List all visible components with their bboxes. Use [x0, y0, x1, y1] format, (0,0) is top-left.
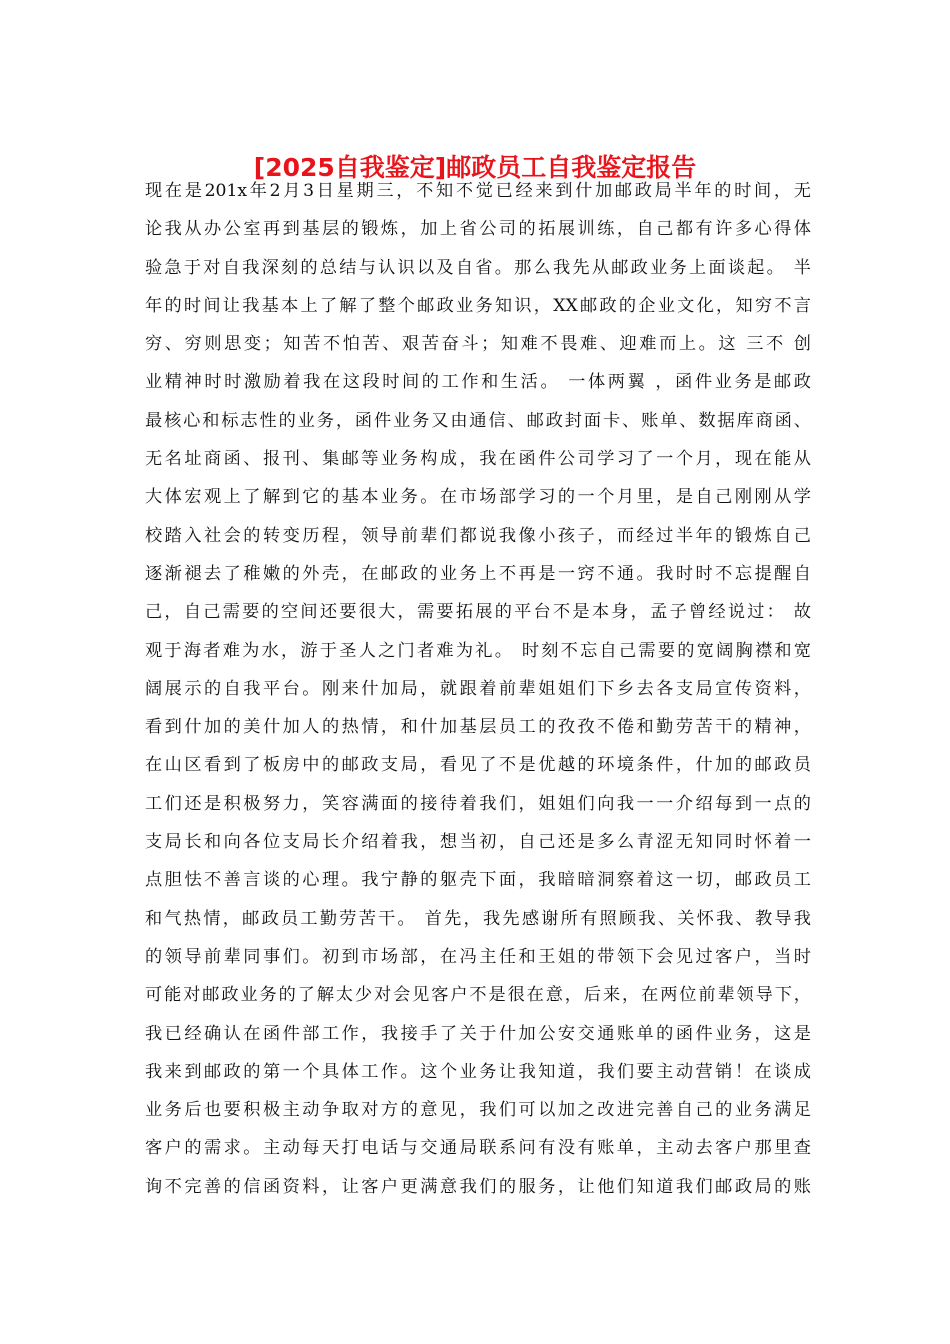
- body-line: 我已经确认在函件部工作，我接手了关于什加公安交通账单的函件业务，这是: [145, 1023, 811, 1044]
- body-line: 最核心和标志性的业务，函件业务又由通信、邮政封面卡、账单、数据库商函、: [145, 410, 811, 431]
- document-title: [2025自我鉴定]邮政员工自我鉴定报告: [253, 153, 697, 182]
- body-line: 的领导前辈同事们。初到市场部，在冯主任和王姐的带领下会见过客户，当时: [145, 946, 811, 967]
- body-line: 现在是201x年2月3日星期三，不知不觉已经来到什加邮政局半年的时间，无: [145, 181, 811, 201]
- body-line: 询不完善的信函资料，让客户更满意我们的服务，让他们知道我们邮政局的账: [145, 1176, 811, 1197]
- body-line: 大体宏观上了解到它的基本业务。在市场部学习的一个月里，是自己刚刚从学: [145, 487, 811, 508]
- body-line: 客户的需求。主动每天打电话与交通局联系问有没有账单，主动去客户那里查: [145, 1138, 811, 1159]
- body-line: 校踏入社会的转变历程，领导前辈们都说我像小孩子，而经过半年的锻炼自己: [145, 525, 811, 546]
- body-line: 支局长和向各位支局长介绍着我，想当初，自己还是多么青涩无知同时怀着一: [145, 832, 811, 853]
- body-line: 年的时间让我基本上了解了整个邮政业务知识，XX邮政的企业文化，知穷不言: [145, 295, 811, 316]
- document-body: [145, 172, 811, 1206]
- body-line: 我来到邮政的第一个具体工作。这个业务让我知道，我们要主动营销！在谈成: [145, 1061, 811, 1082]
- body-line: 逐渐褪去了稚嫩的外壳，在邮政的业务上不再是一窍不通。我时时不忘提醒自: [145, 563, 811, 584]
- body-line: 己，自己需要的空间还要很大，需要拓展的平台不是本身，孟子曾经说过： 故: [145, 602, 811, 623]
- body-line: 可能对邮政业务的了解太少对会见客户不是很在意，后来，在两位前辈领导下，: [145, 985, 811, 1006]
- body-line: 验急于对自我深刻的总结与认识以及自省。那么我先从邮政业务上面谈起。 半: [145, 257, 811, 278]
- body-line: 阔展示的自我平台。刚来什加局，就跟着前辈姐姐们下乡去各支局宣传资料，: [145, 678, 811, 699]
- body-line: 工们还是积极努力，笑容满面的接待着我们，姐姐们向我一一介绍每到一点的: [145, 793, 811, 814]
- body-line: 无名址商函、报刊、集邮等业务构成，我在函件公司学习了一个月，现在能从: [145, 449, 811, 470]
- body-line: 看到什加的美什加人的热情，和什加基层员工的孜孜不倦和勤劳苦干的精神，: [145, 717, 811, 738]
- body-line: 论我从办公室再到基层的锻炼，加上省公司的拓展训练，自己都有许多心得体: [145, 219, 811, 240]
- body-line: 在山区看到了板房中的邮政支局，看见了不是优越的环境条件，什加的邮政员: [145, 755, 811, 776]
- body-line: 和气热情，邮政员工勤劳苦干。 首先，我先感谢所有照顾我、关怀我、教导我: [145, 908, 811, 929]
- body-line: 点胆怯不善言谈的心理。我宁静的躯壳下面，我暗暗洞察着这一切，邮政员工: [145, 870, 811, 891]
- body-line: 业务后也要积极主动争取对方的意见，我们可以加之改进完善自己的业务满足: [145, 1100, 811, 1121]
- body-line: 业精神时时激励着我在这段时间的工作和生活。 一体两翼 ，函件业务是邮政: [145, 372, 811, 393]
- body-line: 穷、穷则思变；知苦不怕苦、艰苦奋斗；知难不畏难、迎难而上。这 三不 创: [145, 334, 811, 355]
- body-line: 观于海者难为水，游于圣人之门者难为礼。 时刻不忘自己需要的宽阔胸襟和宽: [145, 640, 811, 661]
